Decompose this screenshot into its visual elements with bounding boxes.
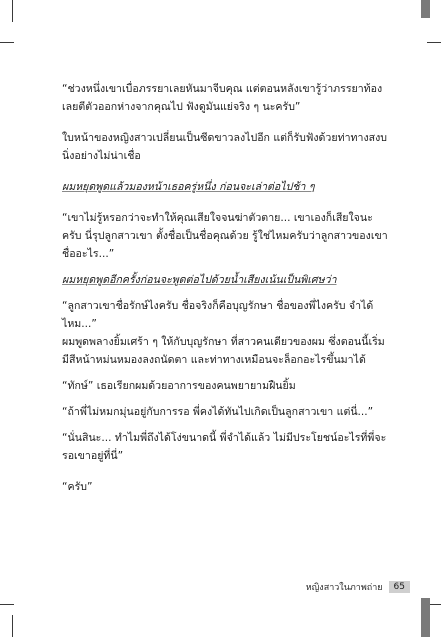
page-body — [62, 80, 390, 496]
page-edge-tab — [421, 0, 430, 18]
paragraph: ใบหน้าของหญิงสาวเปลี่ยนเป็นซีดขาวลงไปอีก แต่ก็รับฟังด้วยท่าทางสงบนิ่งอย่างไม่น่าเชื่อ — [62, 132, 387, 162]
paragraph: “เขาไม่รู้หรอกว่าจะทำให้คุณเสียใจจนฆ่าตัวตาย... เขาเองก็เสียใจนะครับ นี่รุปลูกสาวเขา ตั้งชื่อเป็นชื่อคุณด้วย รู้ใช่ไหมครับว่าลูกสาวของเขาชื่ออะไร...” — [62, 212, 388, 260]
crop-mark — [12, 0, 13, 22]
paragraph: ผมพูดพลางยิ้มเศร้า ๆ ให้กับบุญรักษา ที่สาวคนเดียวของผม ซึ่งตอนนี้เริ่มมีสีหน้าหม่นหมองลงถนัดตา และท่าทางเหมือนจะล็อกอะไรขึ้นมาได้ — [62, 336, 385, 366]
paragraph: “ครับ” — [62, 481, 93, 493]
paragraph: “นั่นสินะ... ทำไมพี่ถึงได้โง่ขนาดนี้ พี่จำได้แล้ว ไม่มีประโยชน์อะไรที่พี่จะรอเขาอยู่ที่นี่” — [62, 432, 387, 462]
crop-mark — [427, 42, 441, 43]
page-number: 65 — [389, 581, 410, 593]
paragraph: “ถ้าพี่ไม่หมกมุ่นอยู่กับการรอ พี่คงได้ทันไปเกิดเป็นลูกสาวเขา แต่นี่...” — [62, 406, 374, 418]
page-edge-tab — [421, 598, 430, 637]
paragraph-narration: ผมหยุดพูดแล้วมองหน้าเธอครู่หนึ่ง ก่อนจะเล่าต่อไปช้า ๆ — [62, 181, 315, 193]
crop-mark — [12, 615, 13, 637]
paragraph-narration: ผมหยุดพูดอีกครั้งก่อนจะพูดต่อไปด้วยน้ำเสียงเน้นเป็นพิเศษว่า — [62, 274, 337, 286]
book-title: หญิงสาวในภาพถ่าย — [305, 583, 383, 593]
crop-mark — [0, 604, 14, 605]
paragraph: “ลูกสาวเขาชื่อรักษ์ไงครับ ชื่อจริงก็คือบุญรักษา ชื่อของพี่ไงครับ จำได้ไหม...” — [62, 300, 374, 330]
paragraph: “ช่วงหนึ่งเขาเบื่อภรรยาเลยหันมาจีบคุณ แต่ตอนหลังเขารู้ว่าภรรยาท้อง เลยตีตัวออกห่างจากคุณไป ฟังดูมันแย่จริง ๆ นะครับ” — [62, 83, 383, 113]
page-footer — [270, 578, 410, 596]
crop-mark — [0, 42, 14, 43]
paragraph: “ทักษ์” เธอเรียกผมด้วยอาการของคนพยายามฝืนยิ้ม — [62, 380, 296, 392]
